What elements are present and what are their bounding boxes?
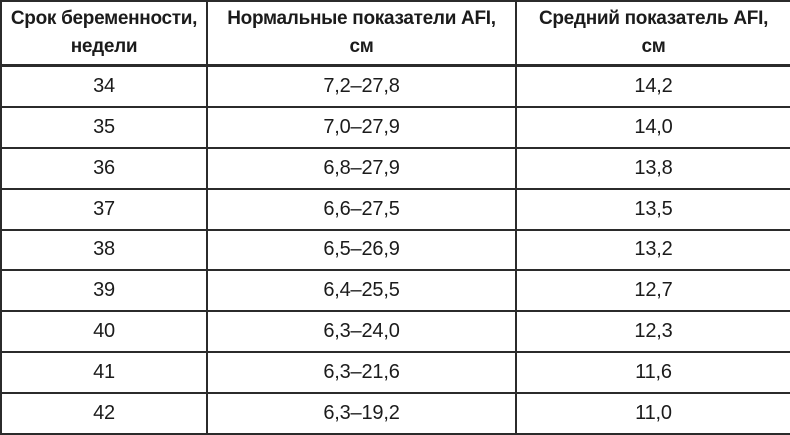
col-header-gestation-weeks: [1, 1, 207, 66]
header-line-1: Нормальные показатели AFI,: [227, 8, 496, 30]
cell-average: 14,0: [516, 107, 790, 148]
cell-normal-range: 6,4–25,5: [207, 270, 516, 311]
cell-week: 36: [1, 148, 207, 189]
cell-week: 35: [1, 107, 207, 148]
cell-average: 13,5: [516, 189, 790, 230]
table-row: [1, 148, 790, 189]
cell-normal-range: 6,3–21,6: [207, 352, 516, 393]
cell-average: 11,6: [516, 352, 790, 393]
cell-week: 42: [1, 393, 207, 434]
cell-week: 34: [1, 66, 207, 107]
cell-week: 37: [1, 189, 207, 230]
cell-average: 11,0: [516, 393, 790, 434]
cell-average: 13,8: [516, 148, 790, 189]
header-line-1: Средний показатель AFI,: [538, 8, 769, 30]
cell-normal-range: 6,3–19,2: [207, 393, 516, 434]
cell-average: 14,2: [516, 66, 790, 107]
header-row: [1, 1, 790, 66]
table-row: [1, 107, 790, 148]
cell-week: 41: [1, 352, 207, 393]
table-row: [1, 189, 790, 230]
header-line-2: см: [641, 36, 666, 57]
header-line-2: см: [349, 36, 374, 57]
cell-week: 39: [1, 270, 207, 311]
cell-week: 40: [1, 311, 207, 352]
table-row: [1, 393, 790, 434]
col-header-normal-afi: [207, 1, 516, 66]
cell-normal-range: 6,5–26,9: [207, 230, 516, 271]
table-row: [1, 352, 790, 393]
table-row: [1, 66, 790, 107]
cell-normal-range: 7,2–27,8: [207, 66, 516, 107]
table-row: [1, 311, 790, 352]
cell-normal-range: 7,0–27,9: [207, 107, 516, 148]
cell-normal-range: 6,3–24,0: [207, 311, 516, 352]
cell-average: 13,2: [516, 230, 790, 271]
header-line-1: Срок беременности,: [10, 8, 198, 30]
cell-average: 12,3: [516, 311, 790, 352]
cell-normal-range: 6,8–27,9: [207, 148, 516, 189]
cell-week: 38: [1, 230, 207, 271]
table-row: [1, 230, 790, 271]
cell-normal-range: 6,6–27,5: [207, 189, 516, 230]
table-row: [1, 270, 790, 311]
cell-average: 12,7: [516, 270, 790, 311]
header-line-2: недели: [70, 36, 138, 57]
col-header-average-afi: [516, 1, 790, 66]
